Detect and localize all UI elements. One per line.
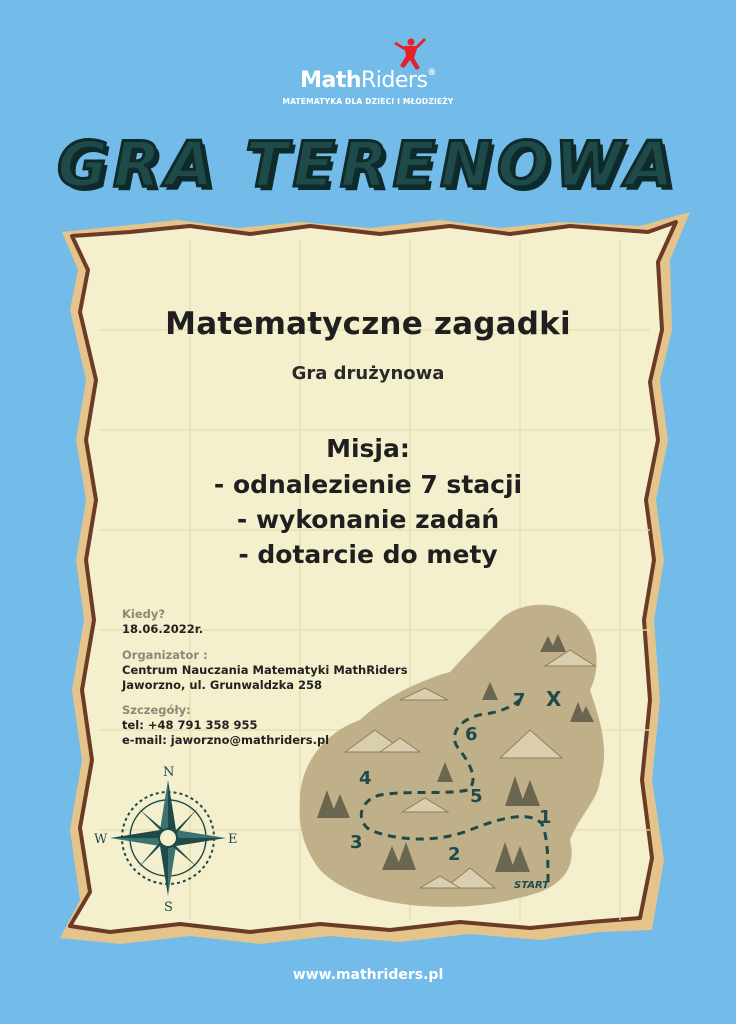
compass-n: N (163, 765, 175, 780)
mission-title: Misja: (326, 434, 410, 463)
station-5-label: 5 (470, 786, 483, 807)
mission-item: - dotarcie do mety (238, 540, 498, 569)
brand-tagline: MATEMATYKA DLA DZIECI I MŁODZIEŻY (282, 97, 454, 106)
organizer-label: Organizator : (122, 648, 208, 662)
brand-name-part1: Math (300, 68, 361, 93)
poster-heading: Matematyczne zagadki (165, 306, 571, 342)
station-4-label: 4 (359, 768, 372, 789)
station-6-label: 6 (465, 724, 478, 745)
logo-rider-icon (394, 38, 426, 70)
organizer-line1: Centrum Nauczania Matematyki MathRiders (122, 663, 408, 677)
poster-subheading: Gra drużynowa (291, 363, 445, 384)
station-2-label: 2 (448, 844, 461, 865)
poster-title: GRA TERENOWA (57, 128, 679, 201)
compass-w: W (94, 832, 108, 847)
station-1-label: 1 (539, 807, 552, 828)
when-value: 18.06.2022r. (122, 622, 204, 636)
brand-name-part2: Riders (361, 68, 428, 93)
station-3-label: 3 (350, 832, 363, 853)
email-address: e-mail: jaworzno@mathriders.pl (122, 733, 330, 747)
mission-item: - wykonanie zadań (236, 505, 500, 534)
brand-registered-mark: ® (427, 68, 436, 78)
mission-item: - odnalezienie 7 stacji (213, 470, 523, 499)
compass-s: S (164, 900, 173, 915)
start-label: START (514, 880, 550, 891)
compass-e: E (228, 832, 238, 847)
finish-x-mark: X (546, 687, 562, 711)
organizer-line2: Jaworzno, ul. Grunwaldzka 258 (122, 678, 323, 692)
phone-number: tel: +48 791 358 955 (122, 718, 258, 732)
brand-logo (0, 68, 736, 93)
footer-website-link[interactable]: www.mathriders.pl (292, 967, 444, 983)
poster-title-wrap (0, 128, 736, 208)
station-7-label: 7 (513, 690, 526, 711)
details-label: Szczegóły: (122, 703, 191, 717)
when-label: Kiedy? (122, 607, 166, 621)
